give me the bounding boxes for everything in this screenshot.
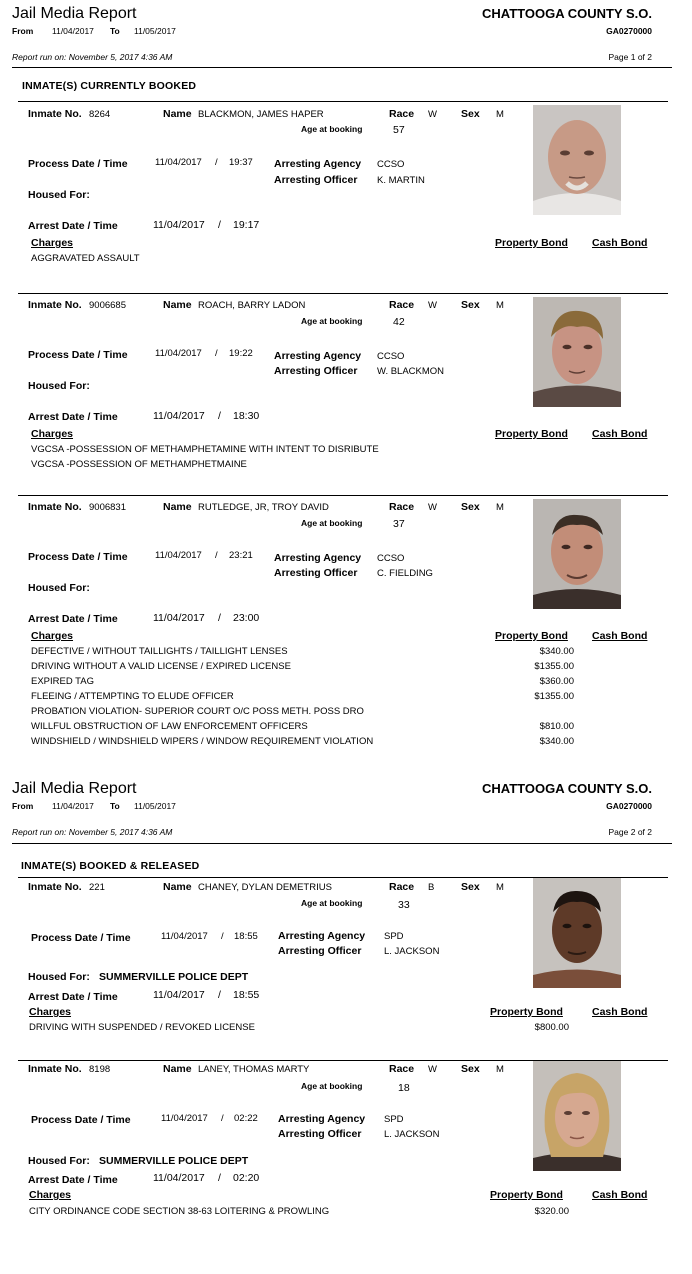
charge-description: WINDSHIELD / WINDSHIELD WIPERS / WINDOW REQUIREMENT VIOLATION <box>31 736 374 747</box>
cash-bond-header: Cash Bond <box>592 1189 648 1201</box>
mugshot-photo <box>533 297 621 407</box>
property-bond-header: Property Bond <box>490 1006 563 1018</box>
name-label: Name <box>163 299 192 311</box>
slash: / <box>221 931 224 942</box>
inmate-divider <box>18 101 668 102</box>
mugshot-photo <box>533 1061 621 1171</box>
cash-bond-header: Cash Bond <box>592 428 648 440</box>
agency-label: Arresting Agency <box>274 552 362 564</box>
mugshot-photo <box>533 499 621 609</box>
inmate-no-label: Inmate No. <box>28 1063 82 1075</box>
arrest-date: 11/04/2017 <box>153 219 205 231</box>
sex-value: M <box>496 1064 504 1075</box>
charge-description: VGCSA -POSSESSION OF METHAMPHETAMINE WITH INTENT TO DISRIBUTE <box>31 444 379 455</box>
inmate-no: 9006831 <box>89 502 126 513</box>
race-value: W <box>428 109 437 120</box>
charge-description: DRIVING WITH SUSPENDED / REVOKED LICENSE <box>29 1022 255 1033</box>
sex-label: Sex <box>461 881 480 893</box>
age-value: 33 <box>398 899 410 911</box>
officer-label: Arresting Officer <box>278 945 362 957</box>
age-value: 57 <box>393 124 405 136</box>
race-value: W <box>428 1064 437 1075</box>
arrest-label: Arrest Date / Time <box>28 1174 118 1186</box>
age-value: 42 <box>393 316 405 328</box>
arrest-time: 18:30 <box>233 410 260 422</box>
agency-id: GA0270000 <box>606 801 652 811</box>
charges-header: Charges <box>29 1006 72 1018</box>
report-title: Jail Media Report <box>12 5 137 22</box>
sex-label: Sex <box>461 108 480 120</box>
officer-label: Arresting Officer <box>278 1128 362 1140</box>
inmate-no: 8264 <box>89 109 111 120</box>
to-label: To <box>110 26 120 36</box>
from-date: 11/04/2017 <box>52 26 94 36</box>
officer-value: K. MARTIN <box>377 175 425 186</box>
officer-label: Arresting Officer <box>274 174 358 186</box>
housed-for-label: Housed For: <box>28 1155 90 1167</box>
sex-label: Sex <box>461 1063 480 1075</box>
inmate-name: CHANEY, DYLAN DEMETRIUS <box>198 882 332 893</box>
officer-value: W. BLACKMON <box>377 366 445 377</box>
process-date: 11/04/2017 <box>155 550 202 561</box>
charge-description: DEFECTIVE / WITHOUT TAILLIGHTS / TAILLIGHT LENSES <box>31 646 288 657</box>
race-label: Race <box>389 1063 415 1075</box>
charges-header: Charges <box>31 630 74 642</box>
charge-description: FLEEING / ATTEMPTING TO ELUDE OFFICER <box>31 691 234 702</box>
agency-label: Arresting Agency <box>274 350 362 362</box>
officer-value: L. JACKSON <box>384 1129 440 1140</box>
mugshot-photo <box>533 878 621 988</box>
charges-header: Charges <box>31 237 74 249</box>
race-label: Race <box>389 881 415 893</box>
cash-bond-header: Cash Bond <box>592 237 648 249</box>
to-date: 11/05/2017 <box>134 26 176 36</box>
report-run-on: Report run on: November 5, 2017 4:36 AM <box>12 52 173 62</box>
arrest-label: Arrest Date / Time <box>28 991 118 1003</box>
from-label: From <box>12 801 34 811</box>
inmate-no-label: Inmate No. <box>28 299 82 311</box>
process-label: Process Date / Time <box>28 551 128 563</box>
inmate-divider <box>18 495 668 496</box>
housed-for-value: SUMMERVILLE POLICE DEPT <box>99 971 249 983</box>
sex-value: M <box>496 502 504 513</box>
property-bond-amount: $1355.00 <box>534 691 574 702</box>
to-label: To <box>110 801 120 811</box>
agency-label: Arresting Agency <box>278 930 366 942</box>
arrest-date: 11/04/2017 <box>153 1172 205 1184</box>
inmate-name: LANEY, THOMAS MARTY <box>198 1064 310 1075</box>
charge-description: PROBATION VIOLATION- SUPERIOR COURT O/C POSS METH. POSS DRO <box>31 706 364 717</box>
charge-description: VGCSA -POSSESSION OF METHAMPHETMAINE <box>31 459 247 470</box>
agency-value: CCSO <box>377 553 405 564</box>
charge-description: AGGRAVATED ASSAULT <box>31 253 140 264</box>
race-label: Race <box>389 108 415 120</box>
slash: / <box>215 157 218 168</box>
agency-value: SPD <box>384 1114 404 1125</box>
property-bond-amount: $360.00 <box>539 676 574 687</box>
agency-label: Arresting Agency <box>278 1113 366 1125</box>
officer-label: Arresting Officer <box>274 365 358 377</box>
property-bond-amount: $800.00 <box>534 1022 569 1033</box>
sex-value: M <box>496 300 504 311</box>
to-date: 11/05/2017 <box>134 801 176 811</box>
officer-value: C. FIELDING <box>377 568 433 579</box>
inmate-no: 221 <box>89 882 105 893</box>
header-divider <box>12 67 672 68</box>
report-title: Jail Media Report <box>12 780 137 797</box>
housed-for-label: Housed For: <box>28 582 90 594</box>
county-name: CHATTOOGA COUNTY S.O. <box>482 6 652 21</box>
process-time: 02:22 <box>234 1113 258 1124</box>
arrest-time: 23:00 <box>233 612 260 624</box>
slash: / <box>215 348 218 359</box>
arrest-date: 11/04/2017 <box>153 989 205 1001</box>
charges-header: Charges <box>31 428 74 440</box>
inmate-no: 8198 <box>89 1064 111 1075</box>
agency-value: SPD <box>384 931 404 942</box>
slash: / <box>218 410 221 422</box>
report-run-on: Report run on: November 5, 2017 4:36 AM <box>12 827 173 837</box>
process-time: 19:37 <box>229 157 253 168</box>
inmate-no: 9006685 <box>89 300 126 311</box>
section-title: INMATE(S) BOOKED & RELEASED <box>21 860 200 872</box>
process-date: 11/04/2017 <box>155 348 202 359</box>
sex-label: Sex <box>461 501 480 513</box>
age-label: Age at booking <box>301 316 363 326</box>
age-value: 37 <box>393 518 405 530</box>
sex-value: M <box>496 882 504 893</box>
slash: / <box>215 550 218 561</box>
arrest-time: 19:17 <box>233 219 260 231</box>
age-value: 18 <box>398 1082 410 1094</box>
slash: / <box>218 1172 221 1184</box>
age-label: Age at booking <box>301 518 363 528</box>
sex-value: M <box>496 109 504 120</box>
name-label: Name <box>163 108 192 120</box>
arrest-label: Arrest Date / Time <box>28 411 118 423</box>
arrest-date: 11/04/2017 <box>153 612 205 624</box>
race-value: B <box>428 882 435 893</box>
inmate-name: RUTLEDGE, JR, TROY DAVID <box>198 502 329 513</box>
arrest-label: Arrest Date / Time <box>28 220 118 232</box>
cash-bond-header: Cash Bond <box>592 630 648 642</box>
header-divider <box>12 843 672 844</box>
agency-value: CCSO <box>377 159 405 170</box>
process-time: 19:22 <box>229 348 253 359</box>
agency-id: GA0270000 <box>606 26 652 36</box>
section-title: INMATE(S) CURRENTLY BOOKED <box>22 80 197 92</box>
process-date: 11/04/2017 <box>161 931 208 942</box>
page-number: Page 1 of 2 <box>608 52 652 62</box>
sex-label: Sex <box>461 299 480 311</box>
housed-for-label: Housed For: <box>28 189 90 201</box>
age-label: Age at booking <box>301 124 363 134</box>
process-label: Process Date / Time <box>28 158 128 170</box>
process-label: Process Date / Time <box>31 932 131 944</box>
property-bond-header: Property Bond <box>495 237 568 249</box>
process-label: Process Date / Time <box>28 349 128 361</box>
agency-label: Arresting Agency <box>274 158 362 170</box>
property-bond-amount: $1355.00 <box>534 661 574 672</box>
slash: / <box>218 989 221 1001</box>
arrest-time: 02:20 <box>233 1172 260 1184</box>
mugshot-photo <box>533 105 621 215</box>
race-value: W <box>428 502 437 513</box>
officer-value: L. JACKSON <box>384 946 440 957</box>
inmate-name: ROACH, BARRY LADON <box>198 300 306 311</box>
property-bond-amount: $810.00 <box>539 721 574 732</box>
process-time: 18:55 <box>234 931 258 942</box>
inmate-no-label: Inmate No. <box>28 881 82 893</box>
property-bond-header: Property Bond <box>495 630 568 642</box>
age-label: Age at booking <box>301 1081 363 1091</box>
race-value: W <box>428 300 437 311</box>
inmate-no-label: Inmate No. <box>28 501 82 513</box>
charges-header: Charges <box>29 1189 72 1201</box>
agency-value: CCSO <box>377 351 405 362</box>
property-bond-header: Property Bond <box>495 428 568 440</box>
page-number: Page 2 of 2 <box>608 827 652 837</box>
housed-for-label: Housed For: <box>28 971 90 983</box>
name-label: Name <box>163 501 192 513</box>
slash: / <box>221 1113 224 1124</box>
age-label: Age at booking <box>301 898 363 908</box>
arrest-date: 11/04/2017 <box>153 410 205 422</box>
charge-description: DRIVING WITHOUT A VALID LICENSE / EXPIRED LICENSE <box>31 661 291 672</box>
arrest-label: Arrest Date / Time <box>28 613 118 625</box>
property-bond-header: Property Bond <box>490 1189 563 1201</box>
property-bond-amount: $320.00 <box>534 1206 569 1217</box>
charge-description: CITY ORDINANCE CODE SECTION 38-63 LOITERING & PROWLING <box>29 1206 330 1217</box>
property-bond-amount: $340.00 <box>539 646 574 657</box>
process-label: Process Date / Time <box>31 1114 131 1126</box>
property-bond-amount: $340.00 <box>539 736 574 747</box>
arrest-time: 18:55 <box>233 989 260 1001</box>
slash: / <box>218 219 221 231</box>
name-label: Name <box>163 1063 192 1075</box>
race-label: Race <box>389 501 415 513</box>
process-time: 23:21 <box>229 550 253 561</box>
inmate-no-label: Inmate No. <box>28 108 82 120</box>
charge-description: WILLFUL OBSTRUCTION OF LAW ENFORCEMENT OFFICERS <box>31 721 308 732</box>
housed-for-value: SUMMERVILLE POLICE DEPT <box>99 1155 249 1167</box>
officer-label: Arresting Officer <box>274 567 358 579</box>
inmate-name: BLACKMON, JAMES HAPER <box>198 109 324 120</box>
charge-description: EXPIRED TAG <box>31 676 94 687</box>
county-name: CHATTOOGA COUNTY S.O. <box>482 781 652 796</box>
race-label: Race <box>389 299 415 311</box>
housed-for-label: Housed For: <box>28 380 90 392</box>
slash: / <box>218 612 221 624</box>
process-date: 11/04/2017 <box>161 1113 208 1124</box>
inmate-divider <box>18 293 668 294</box>
cash-bond-header: Cash Bond <box>592 1006 648 1018</box>
from-date: 11/04/2017 <box>52 801 94 811</box>
from-label: From <box>12 26 34 36</box>
process-date: 11/04/2017 <box>155 157 202 168</box>
name-label: Name <box>163 881 192 893</box>
